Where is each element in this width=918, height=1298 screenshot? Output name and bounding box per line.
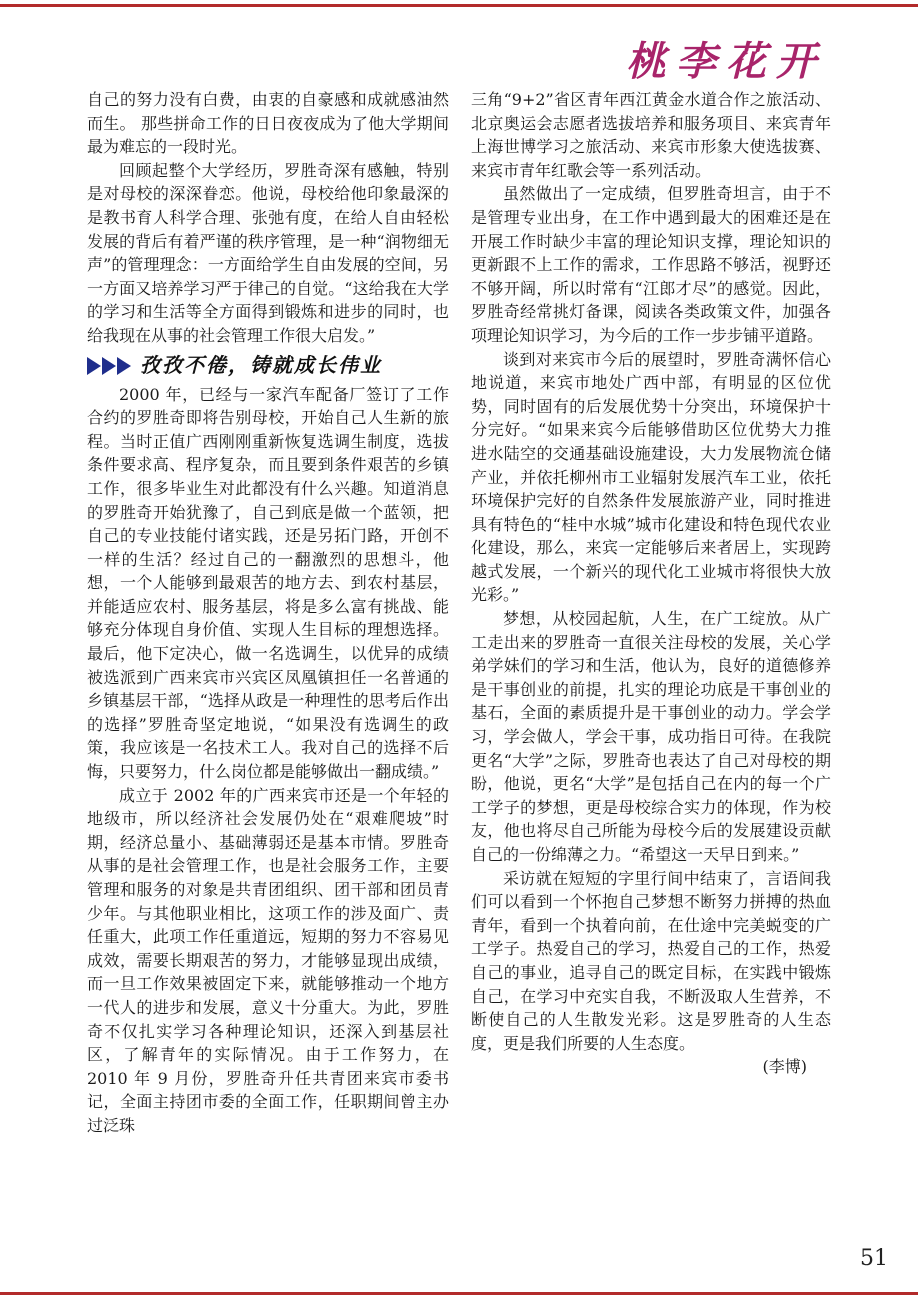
section-title: 孜孜不倦，铸就成长伟业: [140, 352, 382, 377]
paragraph: 采访就在短短的字里行间中结束了，言语间我们可以看到一个怀抱自己梦想不断努力拼搏的热血青年，看到一个执着向前，在仕途中完美蜕变的广工学子。热爱自己的学习，热爱自己的工作，热爱自己的事业，追寻自己的既定目标，在实践中锻炼自己，在学习中充实自我，不断汲取人生营养，不断使自己的人生散发光彩。这是罗胜奇的人生态度，更是我们所要的人生态度。: [471, 868, 831, 1053]
section-heading: [87, 353, 449, 379]
paragraph: 2000 年，已经与一家汽车配备厂签订了工作合约的罗胜奇即将告别母校，开始自己人生新的旅程。当时正值广西刚刚重新恢复选调生制度，选拔条件要求高、程序复杂，而且要到条件艰苦的乡镇工作，很多毕业生对此都没有什么兴趣。知道消息的罗胜奇开始犹豫了，自己到底是做一个蓝领，把自己的专业技能付诸实践，还是另拓门路，开创不一样的生活？经过自己的一翻激烈的思想斗，他想，一个人能够到最艰苦的地方去、到农村基层，并能适应农村、服务基层，将是多么富有挑战、能够充分体现自身价值、实现人生目标的理想选择。最后，他下定决心，做一名选调生，以优异的成绩被选派到广西来宾市兴宾区凤凰镇担任一名普通的乡镇基层干部，“选择从政是一种理性的思考后作出的选择”罗胜奇坚定地说，“如果没有选调生的政策，我应该是一名技术工人。我对自己的选择不后悔，只要努力，什么岗位都是能够做出一翻成绩。”: [87, 384, 449, 782]
paragraph: 梦想，从校园起航，人生，在广工绽放。从广工走出来的罗胜奇一直很关注母校的发展，关心学弟学妹们的学习和生活，他认为，良好的道德修养是干事创业的前提，扎实的理论功底是干事创业的基石，全面的素质提升是干事创业的动力。学会学习，学会做人，学会干事，成功指日可待。在我院更名“大学”之际，罗胜奇也表达了自己对母校的期盼，他说，更名“大学”是包括自己在内的每一个广工学子的梦想，更是母校综合实力的体现，作为校友，他也将尽自己所能为母校今后的发展建设贡献自己的一份绵薄之力。“希望这一天早日到来。”: [471, 609, 831, 864]
top-rule: [0, 4, 918, 7]
paragraph: 自己的努力没有白费，由衷的自豪感和成就感油然而生。 那些拼命工作的日日夜夜成为了他大学期间最为难忘的一段时光。: [87, 90, 449, 157]
paragraph: 谈到对来宾市今后的展望时，罗胜奇满怀信心地说道，来宾市地处广西中部，有明显的区位优势，同时固有的后发展优势十分突出，环境保护十分完好。“如果来宾今后能够借助区位优势大力推进水陆空的交通基础设施建设，大力发展物流仓储产业，并依托柳州市工业辐射发展汽车工业，依托环境保护完好的自然条件发展旅游产业，同时推进具有特色的“桂中水城”城市化建设和特色现代农业化建设，那么，来宾一定能够后来者居上，实现跨越式发展，一个新兴的现代化工业城市将很快大放光彩。”: [471, 349, 831, 605]
paragraph: 成立于 2002 年的广西来宾市还是一个年轻的地级市，所以经济社会发展仍处在“艰难爬坡”时期，经济总量小、基础薄弱还是基本市情。罗胜奇从事的是社会管理工作，也是社会服务工作，主要管理和服务的对象是共青团组织、团干部和团员青少年。与其他职业相比，这项工作的涉及面广、责任重大，此项工作任重道远，短期的努力不容易见成效，需要长期艰苦的努力，才能够显现出成绩，而一旦工作效果被固定下来，就能够推动一个地方一代人的进步和发展，意义十分重大。为此，罗胜奇不仅扎实学习各种理论知识，还深入到基层社区，了解青年的实际情况。由于工作努力，在 2010 年 9 月份，罗胜奇升任共青团来宾市委书记，全面主持团市委的全面工作，任职期间曾主办过泛珠: [87, 785, 449, 1135]
triple-chevron-icon: [87, 357, 132, 375]
paragraph: 三角“9+2”省区青年西江黄金水道合作之旅活动、北京奥运会志愿者选拔培养和服务项目、来宾青年上海世博学习之旅活动、来宾市形象大使选拔赛、来宾市青年红歌会等一系列活动。: [471, 90, 831, 180]
right-column: [471, 88, 831, 1079]
paragraph: 虽然做出了一定成绩，但罗胜奇坦言，由于不是管理专业出身，在工作中遇到最大的困难还是在开展工作时缺少丰富的理论知识支撑，理论知识的更新跟不上工作的需求，工作思路不够活，视野还不够开阔，所以时常有“江郎才尽”的感觉。因此，罗胜奇经常挑灯备课，阅读各类政策文件，加强各项理论知识学习，为今后的工作一步步铺平道路。: [471, 184, 831, 345]
left-column: [87, 88, 449, 1138]
bottom-rule: [0, 1292, 918, 1295]
author-credit: (李博): [762, 1057, 807, 1077]
page-number: 51: [860, 1246, 888, 1271]
paragraph: 回顾起整个大学经历，罗胜奇深有感触，特别是对母校的深深眷恋。他说，母校给他印象最深的是教书育人科学合理、张弛有度，在给人自由轻松发展的背后有着严谨的秩序管理，是一种“润物细无声”的管理理念：一方面给学生自由发展的空间，另一方面又培养学习严于律己的自觉。“这给我在大学的学习和生活等全方面得到锻炼和进步的同时，也给我现在从事的社会管理工作很大启发。”: [87, 160, 449, 345]
column-masthead: 桃李花开: [626, 38, 826, 85]
